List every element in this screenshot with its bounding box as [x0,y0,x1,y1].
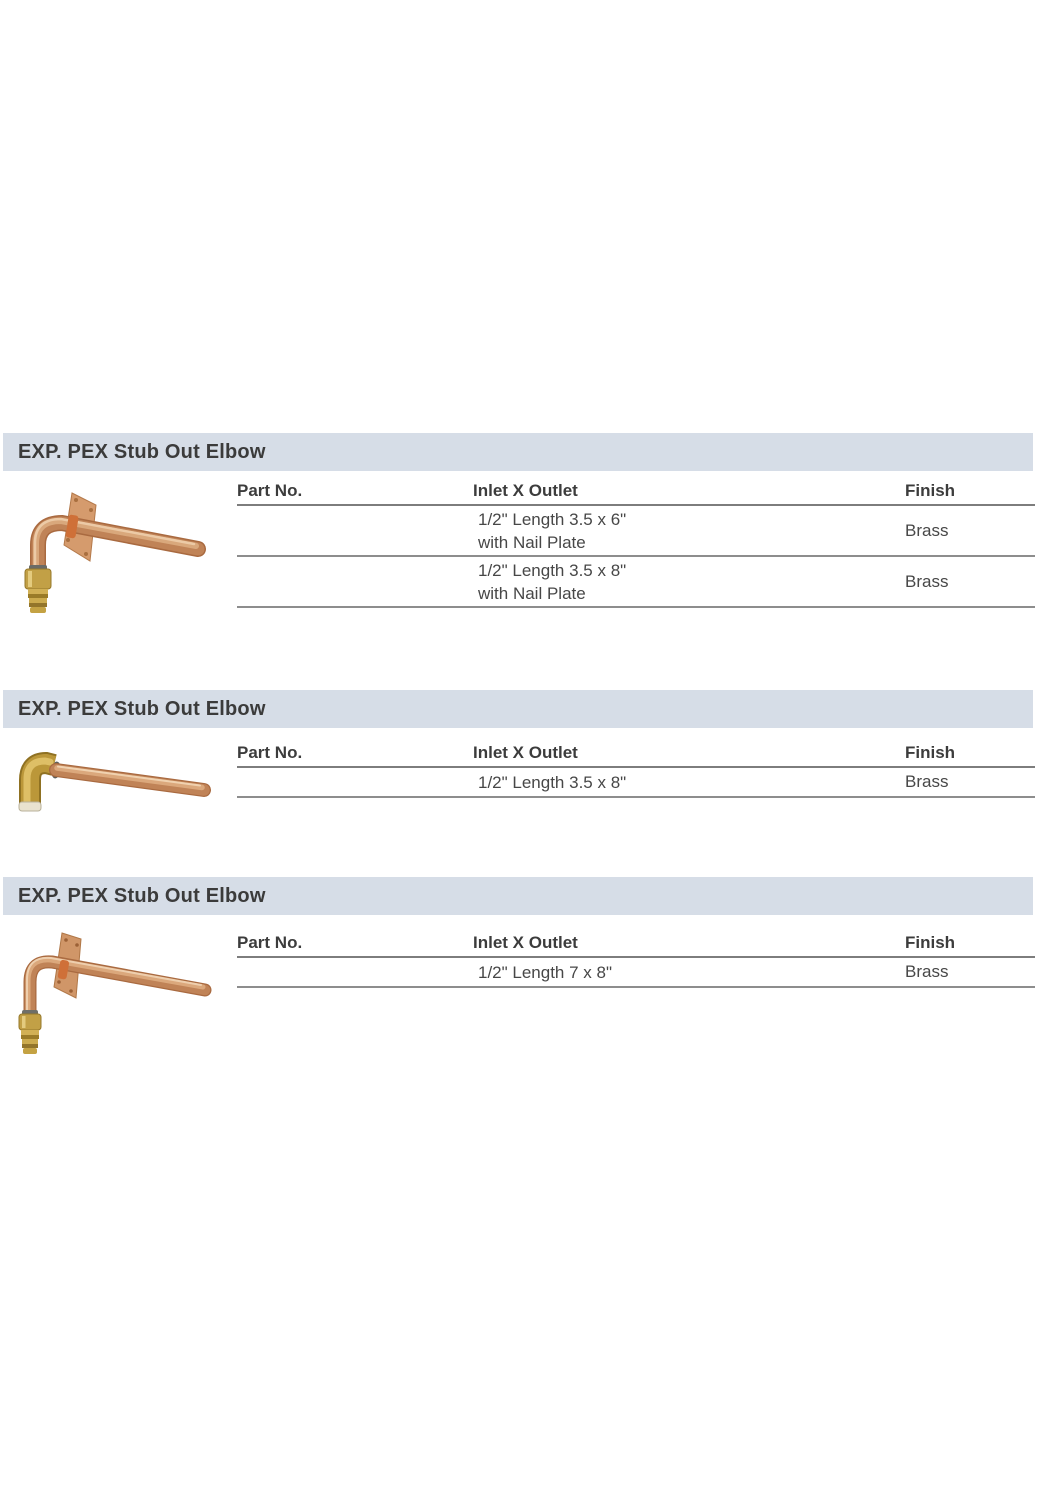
product-photo-stub-out-elbow-nail-plate [8,483,218,618]
section-header-3 [3,877,1033,915]
section-title: EXP. PEX Stub Out Elbow [18,697,266,720]
table-header-row [237,740,1035,768]
product-photo-stub-out-elbow-nail-plate-long [5,922,230,1067]
inlet-outlet-cell: 1/2" Length 7 x 8" [478,962,612,982]
inlet-line1: 1/2" Length 3.5 x 6" [478,509,627,529]
col-header-finish: Finish [905,743,956,762]
product-table-2 [237,740,1035,798]
table-row [237,958,1035,988]
finish-cell: Brass [905,962,949,981]
product-photo-stub-out-elbow-push-fit [12,748,212,818]
brass-fitting [25,565,51,613]
col-header-finish: Finish [905,481,956,500]
col-header-finish: Finish [905,933,956,952]
section-header-1 [3,433,1033,471]
inlet-line2: with Nail Plate [478,532,586,552]
col-header-inlet-outlet: Inlet X Outlet [473,933,578,952]
product-table-3 [237,930,1035,988]
copper-pipe [35,519,198,573]
copper-pipe [56,767,204,791]
finish-cell: Brass [905,520,949,540]
col-header-part-no: Part No. [237,743,303,762]
col-header-part-no: Part No. [237,933,303,952]
section-title: EXP. PEX Stub Out Elbow [18,884,266,907]
finish-cell: Brass [905,571,949,591]
table-header-row [237,930,1035,958]
section-header-2 [3,690,1033,728]
table-row [237,768,1035,798]
inlet-outlet-cell [473,508,905,554]
finish-cell: Brass [905,772,949,791]
inlet-outlet-cell: 1/2" Length 3.5 x 8" [478,772,627,792]
table-row [237,506,1035,557]
push-fit-release-ring [19,802,41,811]
inlet-line1: 1/2" Length 3.5 x 8" [478,560,627,580]
table-header-row [237,478,1035,506]
col-header-inlet-outlet: Inlet X Outlet [473,743,578,762]
brass-fitting [19,1010,41,1054]
product-table-1 [237,478,1035,608]
inlet-line2: with Nail Plate [478,583,586,603]
col-header-inlet-outlet: Inlet X Outlet [473,481,578,500]
table-row [237,557,1035,608]
col-header-part-no: Part No. [237,481,303,500]
inlet-outlet-cell [473,559,905,605]
section-title: EXP. PEX Stub Out Elbow [18,440,266,463]
